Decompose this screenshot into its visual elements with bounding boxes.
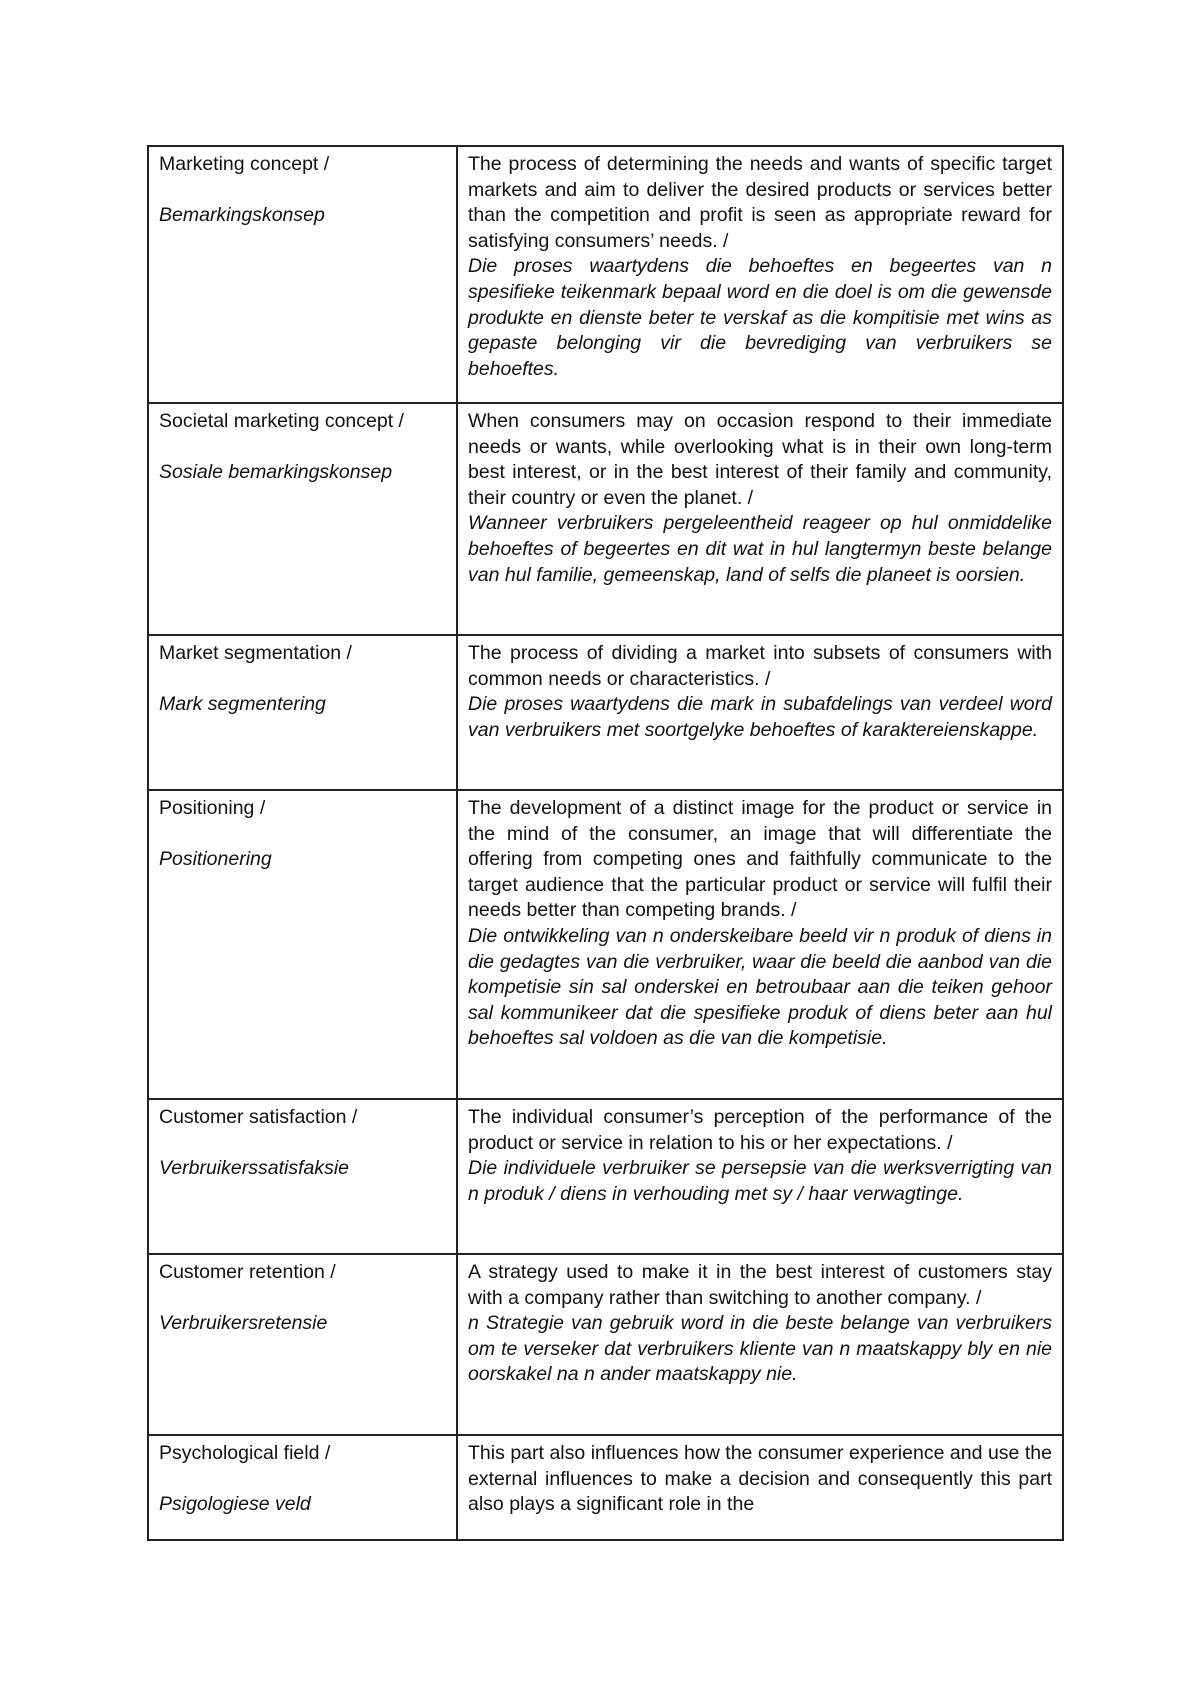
definition-cell bbox=[457, 1435, 1063, 1540]
definition-cell bbox=[457, 790, 1063, 1099]
definition-english: The process of dividing a market into subsets of consumers with common needs or characteristics. / bbox=[468, 642, 1052, 690]
term-cell bbox=[148, 146, 457, 403]
table-row bbox=[148, 790, 1063, 1099]
term-afrikaans: Mark segmentering bbox=[159, 693, 326, 716]
table-row bbox=[148, 1254, 1063, 1435]
definition-english: The individual consumer’s perception of the performance of the product or service in relation to his or her expectations. / bbox=[468, 1106, 1052, 1154]
definition-afrikaans: Wanneer verbruikers pergeleentheid reageer op hul onmiddelike behoeftes of begeertes en dit wat in hul langtermyn beste belange van hul familie, gemeenskap, land of selfs die planeet is oorsien. bbox=[468, 512, 1052, 586]
term-cell bbox=[148, 1254, 457, 1435]
term-afrikaans: Bemarkingskonsep bbox=[159, 204, 325, 227]
definition-afrikaans: Die proses waartydens die behoeftes en begeertes van n spesifieke teikenmark bepaal word en die doel is om die gewensde produkte en dienste beter te verskaf as die kompitisie met wins as gepaste belonging vir die bevrediging van verbruikers se behoeftes. bbox=[468, 255, 1052, 380]
term-english: Societal marketing concept / bbox=[159, 410, 404, 432]
definition-english: The development of a distinct image for the product or service in the mind of the consumer, an image that will differentiate the offering from competing ones and faithfully communicate to the target audience that the particular product or service will fulfil their needs better than competing brands. / bbox=[468, 797, 1052, 922]
definition-cell bbox=[457, 146, 1063, 403]
definition-cell bbox=[457, 403, 1063, 635]
term-english: Customer retention / bbox=[159, 1261, 336, 1283]
term-english: Market segmentation / bbox=[159, 642, 352, 664]
definition-afrikaans: n Strategie van gebruik word in die beste belange van verbruikers om te verseker dat verbruikers kliente van n maatskappy bly en nie oorskakel na n ander maatskappy nie. bbox=[468, 1312, 1052, 1386]
definition-cell bbox=[457, 635, 1063, 790]
definition-english: A strategy used to make it in the best interest of customers stay with a company rather than switching to another company. / bbox=[468, 1261, 1052, 1309]
table-row bbox=[148, 635, 1063, 790]
term-english: Psychological field / bbox=[159, 1442, 331, 1464]
table-row bbox=[148, 1435, 1063, 1540]
term-english: Marketing concept / bbox=[159, 153, 330, 175]
table-row bbox=[148, 403, 1063, 635]
term-english: Customer satisfaction / bbox=[159, 1106, 358, 1128]
term-cell bbox=[148, 790, 457, 1099]
definition-afrikaans: Die individuele verbruiker se persepsie van die werksverrigting van n produk / diens in verhouding met sy / haar verwagtinge. bbox=[468, 1157, 1052, 1205]
definition-cell bbox=[457, 1099, 1063, 1254]
term-cell bbox=[148, 635, 457, 790]
term-english: Positioning / bbox=[159, 797, 266, 819]
table-row bbox=[148, 1099, 1063, 1254]
definition-afrikaans: Die proses waartydens die mark in subafdelings van verdeel word van verbruikers met soortgelyke behoeftes of karaktereienskappe. bbox=[468, 693, 1052, 741]
term-afrikaans: Psigologiese veld bbox=[159, 1493, 311, 1516]
term-afrikaans: Verbruikerssatisfaksie bbox=[159, 1157, 350, 1180]
term-cell bbox=[148, 1435, 457, 1540]
table-row bbox=[148, 146, 1063, 403]
definition-afrikaans: Die ontwikkeling van n onderskeibare beeld vir n produk of diens in die gedagtes van die verbruiker, waar die beeld die aanbod van die kompetisie sin sal onderskei en betroubaar aan die teiken gehoor sal kommunikeer dat die spesifieke produk of diens beter aan hul behoeftes sal voldoen as die van die kompetisie. bbox=[468, 924, 1052, 1050]
definition-english: When consumers may on occasion respond to their immediate needs or wants, while overlooking what is in their own long-term best interest, or in the best interest of their family and community, their country or even the planet. / bbox=[468, 410, 1052, 509]
definition-cell bbox=[457, 1254, 1063, 1435]
term-afrikaans: Positionering bbox=[159, 848, 272, 871]
term-cell bbox=[148, 403, 457, 635]
term-afrikaans: Verbruikersretensie bbox=[159, 1312, 328, 1335]
glossary-table bbox=[147, 145, 1064, 1541]
definition-english: The process of determining the needs and wants of specific target markets and aim to deliver the desired products or services better than the competition and profit is seen as appropriate reward for satisfying consumers’ needs. / bbox=[468, 153, 1052, 252]
definition-english: This part also influences how the consumer experience and use the external influences to make a decision and consequently this part also plays a significant role in the bbox=[468, 1442, 1052, 1516]
term-cell bbox=[148, 1099, 457, 1254]
term-afrikaans: Sosiale bemarkingskonsep bbox=[159, 461, 393, 484]
